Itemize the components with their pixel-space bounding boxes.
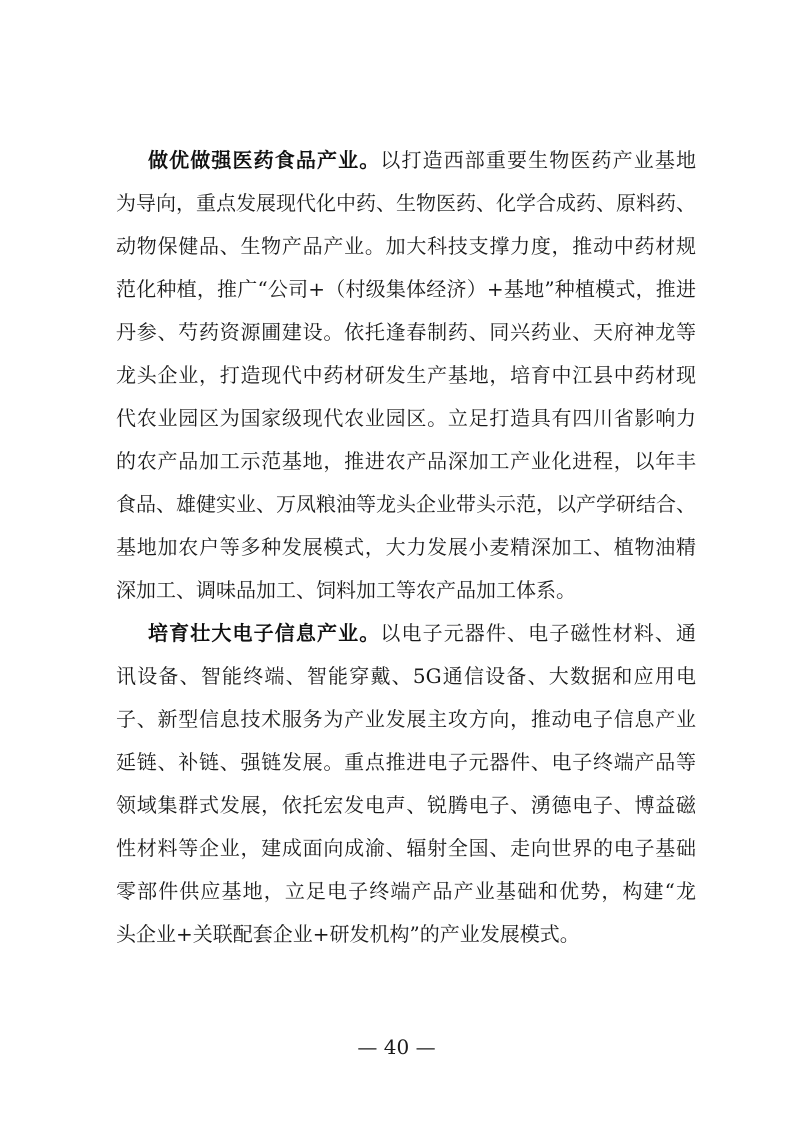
paragraph-1-line-9: 食品、雄健实业、万凤粮油等龙头企业带头示范，以产学研结合、 xyxy=(116,492,696,516)
paragraph-1-line-11: 深加工、调味品加工、饲料加工等农产品加工体系。 xyxy=(116,578,576,602)
paragraph-2-line-4: 延链、补链、强链发展。重点推进电子元器件、电子终端产品等 xyxy=(116,750,696,774)
paragraph-1-heading: 做优做强医药食品产业。 xyxy=(148,148,381,172)
page-number: — 40 — xyxy=(357,1035,436,1059)
paragraph-2-text: 以电子元器件、电子磁性材料、通 xyxy=(380,621,697,645)
paragraph-1-line-1 xyxy=(148,145,696,175)
paragraph-2-line-1 xyxy=(148,618,696,648)
paragraph-1-line-6: 龙头企业，打造现代中药材研发生产基地，培育中江县中药材现 xyxy=(116,363,696,387)
paragraph-1-line-4: 范化种植，推广“公司+（村级集体经济）+基地”种植模式，推进 xyxy=(116,277,696,301)
paragraph-1-line-8: 的农产品加工示范基地，推进农产品深加工产业化进程，以年丰 xyxy=(116,449,696,473)
paragraph-2-line-8: 头企业+关联配套企业+研发机构”的产业发展模式。 xyxy=(116,922,580,946)
paragraph-2-line-5: 领域集群式发展，依托宏发电声、锐腾电子、湧德电子、博益磁 xyxy=(116,793,696,817)
paragraph-1-text: 以打造西部重要生物医药产业基地 xyxy=(380,148,697,172)
paragraph-2-line-7: 零部件供应基地，立足电子终端产品产业基础和优势，构建“龙 xyxy=(116,879,696,903)
paragraph-2-heading: 培育壮大电子信息产业。 xyxy=(148,621,381,645)
paragraph-2-line-6: 性材料等企业，建成面向成渝、辐射全国、走向世界的电子基础 xyxy=(116,836,696,860)
paragraph-1-line-3: 动物保健品、生物产品产业。加大科技支撑力度，推动中药材规 xyxy=(116,234,696,258)
paragraph-2-line-3: 子、新型信息技术服务为产业发展主攻方向，推动电子信息产业 xyxy=(116,707,696,731)
paragraph-1-line-5: 丹参、芍药资源圃建设。依托逢春制药、同兴药业、天府神龙等 xyxy=(116,320,696,344)
paragraph-1-line-2: 为导向，重点发展现代化中药、生物医药、化学合成药、原料药、 xyxy=(116,191,696,215)
paragraph-2-line-2: 讯设备、智能终端、智能穿戴、5G通信设备、大数据和应用电 xyxy=(116,664,696,688)
paragraph-1-line-7: 代农业园区为国家级现代农业园区。立足打造具有四川省影响力 xyxy=(116,406,696,430)
paragraph-1-line-10: 基地加农户等多种发展模式，大力发展小麦精深加工、植物油精 xyxy=(116,535,696,559)
